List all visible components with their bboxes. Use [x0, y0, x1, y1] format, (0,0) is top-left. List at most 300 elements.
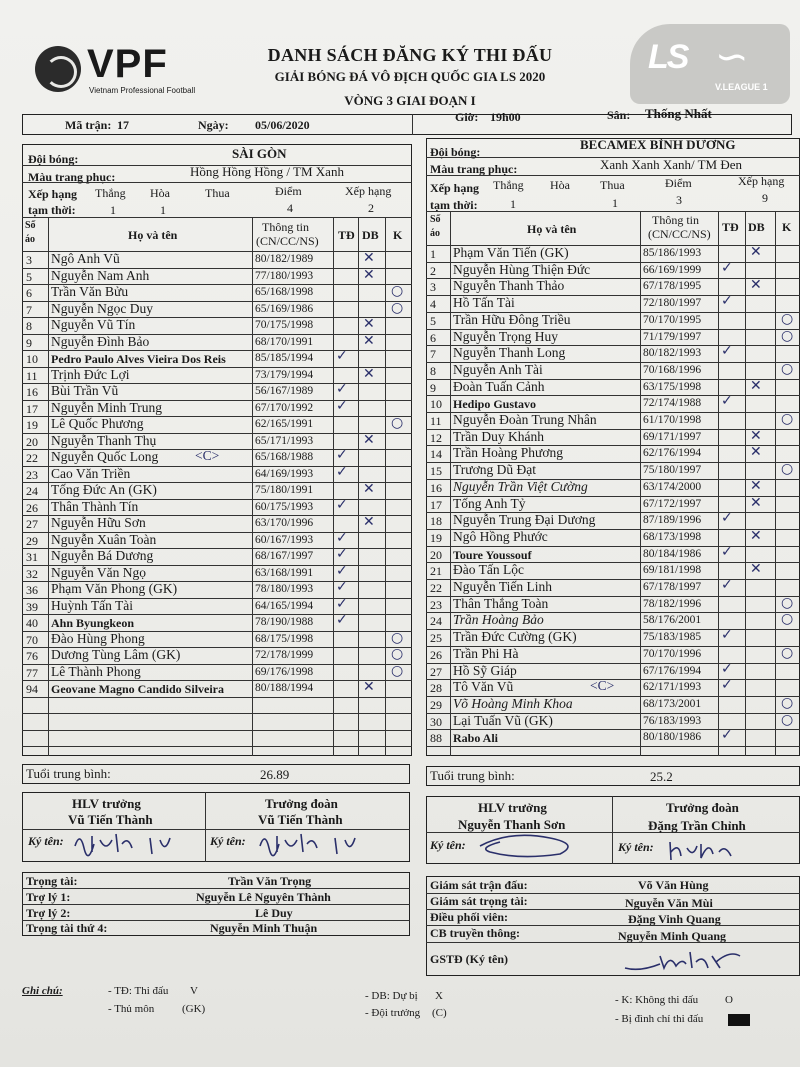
played-mark: ✓: [721, 577, 733, 593]
player-info: 64/165/1994: [255, 599, 314, 612]
player-info: 64/169/1993: [255, 467, 314, 480]
played-mark: ✓: [336, 546, 348, 562]
substitute-mark: ✕: [750, 277, 762, 294]
player-info: 62/171/1993: [643, 681, 702, 694]
away-team-label: Đội bóng:: [430, 145, 481, 159]
player-info: 78/190/1988: [255, 616, 314, 628]
substitute-mark: ✕: [363, 316, 375, 332]
home-manager-name: Vũ Tiến Thành: [258, 812, 343, 827]
player-info: 72/180/1997: [643, 297, 702, 310]
player-info: 80/188/1994: [255, 682, 314, 694]
away-manager-name: Đặng Trần Chỉnh: [648, 818, 746, 833]
shirt-number: 17: [430, 497, 442, 512]
assistant1-label: Trợ lý 1:: [26, 890, 71, 904]
not-playing-mark: ○: [781, 711, 794, 728]
shirt-number: 22: [430, 581, 442, 595]
home-team-label: Đội bóng:: [28, 152, 79, 166]
divider: [205, 792, 206, 862]
away-coach-signature: [470, 828, 590, 862]
player-info: 70/170/1996: [643, 647, 702, 660]
shirt-number: 6: [430, 330, 436, 345]
played-mark: ✓: [336, 447, 348, 463]
referee-name: Trần Văn Trọng: [228, 874, 312, 888]
home-coach-name: Vũ Tiến Thành: [68, 812, 153, 827]
player-name: Lê Quốc Phương: [51, 416, 144, 431]
legend-captain-symbol: (C): [432, 1007, 447, 1019]
shirt-number: 10: [430, 397, 442, 412]
shirt-number: 10: [26, 352, 38, 366]
player-info: 85/185/1994: [255, 352, 314, 364]
player-info: 80/184/1986: [643, 547, 702, 560]
home-points-label: Điểm: [275, 184, 302, 198]
shirt-number: 24: [26, 484, 38, 498]
player-name: Bùi Trần Vũ: [51, 383, 119, 398]
player-name: Nguyễn Hùng Thiện Đức: [453, 261, 591, 277]
shirt-number: 9: [430, 380, 436, 395]
shirt-number: 3: [26, 253, 32, 267]
player-info: 68/167/1997: [255, 550, 314, 562]
player-info: 61/170/1998: [643, 414, 702, 426]
away-info-header-2: (CN/CC/NS): [648, 227, 711, 241]
player-info: 73/179/1994: [255, 368, 314, 381]
assistant2-name: Lê Duy: [255, 906, 293, 920]
substitute-mark: ✕: [750, 377, 762, 394]
home-position-label: Xếp hạng: [345, 184, 392, 198]
home-manager-label: Trưởng đoàn: [265, 796, 338, 811]
player-name: Phạm Văn Tiến (GK): [453, 245, 569, 260]
time-label: Giờ:: [455, 110, 479, 124]
player-info: 63/175/1998: [643, 380, 702, 393]
divider: [426, 157, 800, 158]
divider: [612, 796, 613, 864]
divider: [22, 182, 412, 183]
home-manager-sign-label: Ký tên:: [210, 834, 246, 848]
coordinator-label: Điều phối viên:: [430, 910, 509, 924]
played-mark: ✓: [336, 496, 348, 513]
legend-gk: - Thủ môn: [108, 1003, 155, 1015]
player-name: Nguyễn Đình Bảo: [51, 333, 150, 349]
row-line: [426, 395, 800, 396]
shirt-number: 76: [26, 649, 38, 663]
player-name: Phạm Văn Phong (GK): [51, 581, 178, 596]
row-line: [22, 614, 412, 615]
not-playing-mark: ○: [781, 611, 794, 628]
played-mark: ✓: [336, 348, 348, 364]
away-position: 9: [762, 191, 768, 205]
away-team-name: BECAMEX BÌNH DƯƠNG: [580, 137, 736, 152]
player-info: 71/179/1997: [643, 330, 702, 343]
shirt-number: 31: [26, 550, 38, 564]
player-info: 69/181/1998: [643, 564, 702, 577]
home-loss-label: Thua: [205, 186, 230, 200]
legend-k: - K: Không thi đấu: [615, 994, 699, 1006]
date-label: Ngày:: [198, 118, 229, 132]
shirt-number: 21: [430, 564, 442, 579]
player-name: Thân Thắng Toàn: [453, 595, 549, 611]
vpf-logo-text: VPF: [87, 42, 168, 86]
not-playing-mark: ○: [781, 360, 794, 377]
column-line: [718, 211, 719, 756]
played-mark: ✓: [336, 529, 348, 546]
player-name: Lại Tuấn Vũ (GK): [453, 712, 553, 728]
away-loss: 1: [612, 196, 618, 210]
home-coach-sign-label: Ký tên:: [28, 834, 64, 848]
played-mark: ✓: [336, 595, 348, 612]
player-info: 60/175/1993: [255, 500, 314, 513]
divider: [426, 942, 800, 943]
played-mark: ✓: [721, 343, 733, 360]
not-playing-mark: ○: [781, 694, 794, 711]
shirt-number: 8: [430, 363, 436, 378]
substitute-mark: ✕: [363, 332, 375, 349]
home-info-header-2: (CN/CC/NS): [256, 234, 319, 248]
player-info: 68/170/1991: [255, 335, 314, 348]
row-line: [426, 729, 800, 730]
player-info: 63/168/1991: [255, 566, 314, 579]
away-kit-label: Màu trang phục:: [430, 162, 518, 176]
away-manager-signature: [665, 834, 745, 864]
player-info: 66/169/1999: [643, 263, 702, 276]
home-db-header: DB: [362, 228, 379, 242]
away-shirt-label-2: áo: [430, 228, 440, 239]
divider: [22, 888, 410, 889]
player-name: Ahn Byungkeon: [51, 616, 135, 630]
player-info: 70/168/1996: [643, 363, 702, 376]
legend-td-symbol: V: [190, 985, 198, 997]
player-info: 67/178/1997: [643, 581, 702, 593]
away-coach-name: Nguyễn Thanh Sơn: [458, 817, 566, 832]
gstd-sign-label: GSTĐ (Ký tên): [430, 952, 508, 966]
player-name: Nguyễn Thanh Long: [453, 345, 566, 361]
not-playing-mark: ○: [781, 461, 794, 478]
shirt-number: 15: [430, 464, 442, 479]
played-mark: ✓: [721, 727, 733, 744]
shirt-number: 29: [26, 533, 38, 548]
divider: [412, 114, 413, 135]
away-manager-sign-label: Ký tên:: [618, 840, 654, 854]
swirl-icon: ∽: [715, 34, 749, 80]
home-coach-label: HLV trưởng: [72, 796, 141, 811]
player-info: 65/168/1988: [255, 451, 314, 463]
player-name: Hồ Sỹ Giáp: [453, 662, 517, 678]
match-date: 05/06/2020: [255, 118, 310, 132]
player-info: 69/171/1997: [643, 430, 702, 443]
player-name: Nguyễn Trần Việt Cường: [453, 478, 588, 494]
ball-icon: [35, 46, 81, 92]
player-info: 65/168/1998: [255, 286, 314, 298]
player-info: 75/180/1997: [643, 464, 702, 477]
shirt-number: 39: [26, 599, 38, 614]
home-avg-age-label: Tuổi trung bình:: [26, 766, 111, 781]
player-info: 62/165/1991: [255, 418, 314, 430]
played-mark: ✓: [336, 381, 348, 397]
away-position-label: Xếp hạng: [738, 174, 785, 188]
column-line: [358, 217, 359, 756]
match-code: 17: [117, 118, 129, 132]
shirt-number: 29: [430, 697, 442, 712]
substitute-mark: ✕: [363, 481, 375, 497]
not-playing-mark: ○: [781, 411, 794, 427]
player-name: Nguyễn Nam Anh: [51, 267, 150, 283]
substitute-mark: ✕: [750, 477, 762, 494]
player-name: Trần Duy Khánh: [453, 428, 544, 444]
substitute-mark: ✕: [363, 250, 375, 266]
player-info: 67/172/1997: [643, 497, 702, 510]
not-playing-mark: ○: [391, 415, 404, 431]
legend-gk-symbol: (GK): [182, 1003, 206, 1015]
shirt-number: 40: [26, 616, 38, 630]
column-line: [640, 211, 641, 756]
row-line: [426, 546, 800, 547]
vleague-text: V.LEAGUE 1: [715, 82, 768, 92]
shirt-number: 27: [26, 517, 38, 531]
legend-db-symbol: X: [435, 990, 443, 1002]
shirt-number: 7: [430, 347, 436, 362]
shirt-number: 8: [26, 319, 32, 333]
away-coach-sign-label: Ký tên:: [430, 838, 466, 852]
away-avg-age: 25.2: [650, 769, 673, 784]
substitute-mark: ✕: [750, 444, 762, 461]
not-playing-mark: ○: [391, 646, 404, 662]
shirt-number: 36: [26, 583, 38, 597]
player-name: Ngô Anh Vũ: [51, 251, 120, 266]
played-mark: ✓: [721, 543, 733, 560]
player-info: 70/170/1995: [643, 313, 702, 326]
player-info: 63/174/2000: [643, 480, 702, 493]
player-info: 67/178/1995: [643, 280, 702, 293]
player-name: Trương Dũ Đạt: [453, 462, 536, 478]
shirt-number: 28: [430, 681, 442, 696]
played-mark: ✓: [336, 562, 348, 579]
column-line: [450, 211, 451, 756]
home-rank-label: Xếp hạng: [28, 187, 78, 201]
home-k-header: K: [393, 228, 403, 242]
played-mark: ✓: [721, 293, 733, 310]
player-info: 63/170/1996: [255, 517, 314, 529]
vpf-logo-subtitle: Vietnam Professional Football: [89, 86, 196, 95]
away-rank-label-2: tạm thời:: [430, 198, 478, 212]
player-name: Trần Hoàng Phương: [453, 445, 563, 461]
referee-label: Trọng tài:: [26, 874, 78, 888]
player-name: Nguyễn Tiến Linh: [453, 579, 553, 594]
shirt-number: 4: [430, 297, 436, 312]
shirt-number: 27: [430, 664, 442, 679]
away-loss-label: Thua: [600, 178, 625, 192]
document-title: [230, 45, 590, 109]
match-venue: Thống Nhất: [645, 106, 712, 121]
home-draw-label: Hòa: [150, 186, 170, 200]
away-kit: Xanh Xanh Xanh/ TM Đen: [600, 157, 743, 172]
played-mark: ✓: [721, 677, 733, 694]
player-name: Nguyễn Minh Trung: [51, 399, 163, 415]
played-mark: ✓: [336, 463, 348, 480]
player-name: Lê Thành Phong: [51, 663, 141, 679]
player-info: 58/176/2001: [643, 614, 702, 627]
referee-supervisor-name: Nguyễn Văn Mùi: [625, 896, 713, 910]
assistant1-name: Nguyễn Lê Nguyên Thành: [196, 890, 331, 904]
shirt-number: 26: [26, 500, 38, 515]
player-name: Thân Thành Tín: [51, 498, 139, 514]
media-officer-label: CB truyền thông:: [430, 926, 521, 940]
home-position: 2: [368, 201, 374, 215]
home-team-name: SÀI GÒN: [232, 146, 287, 161]
player-name: Hồ Tấn Tài: [453, 295, 515, 311]
player-name: Nguyễn Thanh Thảo: [453, 278, 565, 294]
player-name: Nguyễn Bá Dương: [51, 548, 154, 563]
player-info: 80/180/1986: [643, 731, 702, 744]
column-line: [333, 217, 334, 756]
home-shirt-label-2: áo: [25, 234, 35, 245]
player-info: 85/186/1993: [643, 247, 702, 259]
shirt-number: 23: [430, 597, 442, 612]
shirt-number: 26: [430, 647, 442, 662]
title-text: DANH SÁCH ĐĂNG KÝ THI ĐẤU: [267, 45, 553, 65]
column-line: [252, 217, 253, 756]
shirt-number: 19: [26, 418, 38, 432]
player-name: Ngô Hồng Phước: [453, 528, 548, 544]
substitute-mark: ✕: [750, 494, 762, 511]
coordinator-name: Đặng Vinh Quang: [628, 912, 721, 926]
player-name: Trần Văn Bửu: [51, 284, 129, 299]
player-info: 65/169/1986: [255, 302, 314, 315]
player-info: 77/180/1993: [255, 269, 314, 282]
shirt-number: 11: [430, 414, 442, 428]
away-db-header: DB: [748, 220, 765, 234]
shirt-number: 9: [26, 335, 32, 350]
player-name: Trần Hữu Đông Triều: [453, 311, 571, 327]
player-name: Trần Đức Cường (GK): [453, 629, 577, 645]
legend-db: - DB: Dự bị: [365, 990, 418, 1002]
away-win: 1: [510, 197, 516, 211]
shirt-number: 22: [26, 451, 38, 465]
column-line: [48, 217, 49, 756]
player-name: Nguyễn Quốc Long: [51, 449, 159, 464]
shirt-number: 17: [26, 401, 38, 416]
player-name: Nguyễn Xuân Toàn: [51, 531, 157, 547]
played-mark: ✓: [721, 627, 733, 644]
divider: [22, 165, 412, 166]
not-playing-mark: ○: [391, 629, 404, 646]
shirt-number: 7: [26, 302, 32, 317]
player-info: 60/167/1993: [255, 533, 314, 546]
referee-supervisor-label: Giám sát trọng tài:: [430, 894, 528, 908]
legend-banned: - Bị đình chỉ thi đấu: [615, 1013, 704, 1025]
shirt-number: 2: [430, 263, 436, 278]
player-info: 68/175/1998: [255, 632, 314, 645]
player-info: 75/183/1985: [643, 631, 702, 644]
shirt-number: 19: [430, 530, 442, 545]
player-name: Rabo Ali: [453, 731, 499, 746]
player-name: Dương Tùng Lâm (GK): [51, 647, 181, 662]
substitute-mark: ✕: [363, 365, 375, 382]
player-name: Trần Phi Hà: [453, 645, 519, 661]
match-time: 19h00: [490, 110, 521, 124]
player-name: Nguyễn Ngọc Duy: [51, 300, 153, 316]
not-playing-mark: ○: [391, 662, 404, 679]
shirt-number: 32: [26, 566, 38, 581]
player-name: Trần Hoàng Bảo: [453, 612, 544, 628]
row-line: [22, 713, 412, 714]
player-name: Cao Văn Triền: [51, 465, 131, 481]
shirt-number: 14: [430, 447, 442, 462]
vpf-logo: [35, 42, 215, 97]
row-line: [22, 746, 412, 747]
player-name: Hedipo Gustavo: [453, 397, 537, 412]
match-supervisor-name: Võ Văn Hùng: [638, 878, 709, 892]
row-line: [22, 730, 412, 731]
player-info: 70/175/1998: [255, 319, 314, 331]
player-name: Nguyễn Anh Tài: [453, 361, 543, 377]
shirt-number: 88: [430, 731, 442, 746]
played-mark: ✓: [721, 660, 733, 677]
not-playing-mark: ○: [391, 299, 404, 316]
venue-label: Sân:: [607, 108, 631, 122]
player-info: 80/182/1989: [255, 253, 314, 265]
player-info: 62/176/1994: [643, 447, 702, 460]
substitute-mark: ✕: [363, 679, 375, 695]
home-win: 1: [110, 203, 116, 217]
subtitle-text: GIẢI BÓNG ĐÁ VÔ ĐỊCH QUỐC GIA LS 2020: [274, 69, 546, 84]
player-name: Võ Hoàng Minh Khoa: [453, 695, 573, 711]
match-supervisor-label: Giám sát trận đấu:: [430, 878, 528, 892]
fourth-official-name: Nguyễn Minh Thuận: [210, 921, 318, 935]
player-info: 67/170/1992: [255, 401, 314, 414]
player-info: 76/183/1993: [643, 714, 702, 727]
away-shirt-label: Số: [430, 214, 441, 225]
match-code-label: Mã trận:: [65, 118, 112, 132]
player-info: 78/180/1993: [255, 583, 314, 595]
home-manager-signature: [255, 826, 375, 860]
player-name: Nguyễn Thanh Thụ: [51, 432, 157, 448]
player-name: Đào Hùng Phong: [51, 630, 145, 646]
banned-square-icon: [728, 1014, 750, 1026]
away-k-header: K: [782, 220, 792, 234]
player-name: Tống Đức An (GK): [51, 482, 157, 497]
legend-note: Ghi chú:: [22, 985, 63, 997]
player-info: 78/182/1996: [643, 597, 702, 610]
home-coach-signature: [70, 826, 190, 860]
shirt-number: 30: [430, 714, 442, 729]
shirt-number: 70: [26, 632, 38, 647]
away-win-label: Thắng: [493, 178, 524, 192]
player-info: 72/178/1999: [255, 649, 314, 661]
shirt-number: 11: [26, 368, 38, 383]
substitute-mark: ✕: [750, 244, 762, 260]
captain-mark: <C>: [195, 448, 220, 463]
shirt-number: 5: [26, 269, 32, 284]
played-mark: ✓: [721, 259, 733, 276]
away-avg-age-label: Tuổi trung bình:: [430, 768, 515, 783]
player-name: Nguyễn Vũ Tín: [51, 317, 136, 332]
shirt-number: 16: [26, 385, 38, 399]
player-info: 56/167/1989: [255, 385, 314, 397]
away-rank-label: Xếp hạng: [430, 181, 480, 195]
column-line: [775, 211, 776, 756]
shirt-number: 20: [430, 547, 442, 562]
substitute-mark: ✕: [750, 527, 762, 544]
row-line: [22, 350, 412, 351]
away-name-header: Họ và tên: [527, 222, 577, 236]
player-name: Nguyễn Trung Đại Dương: [453, 512, 596, 528]
shirt-number: 12: [430, 430, 442, 445]
not-playing-mark: ○: [391, 283, 404, 299]
legend-td: - TĐ: Thi đấu: [108, 985, 169, 997]
away-draw-label: Hòa: [550, 178, 570, 192]
player-name: Nguyễn Văn Ngọ: [51, 564, 146, 580]
player-name: Pedro Paulo Alves Vieira Dos Reis: [51, 352, 226, 366]
round-text: VÒNG 3 GIAI ĐOẠN I: [344, 93, 476, 108]
player-info: 67/176/1994: [643, 664, 702, 677]
